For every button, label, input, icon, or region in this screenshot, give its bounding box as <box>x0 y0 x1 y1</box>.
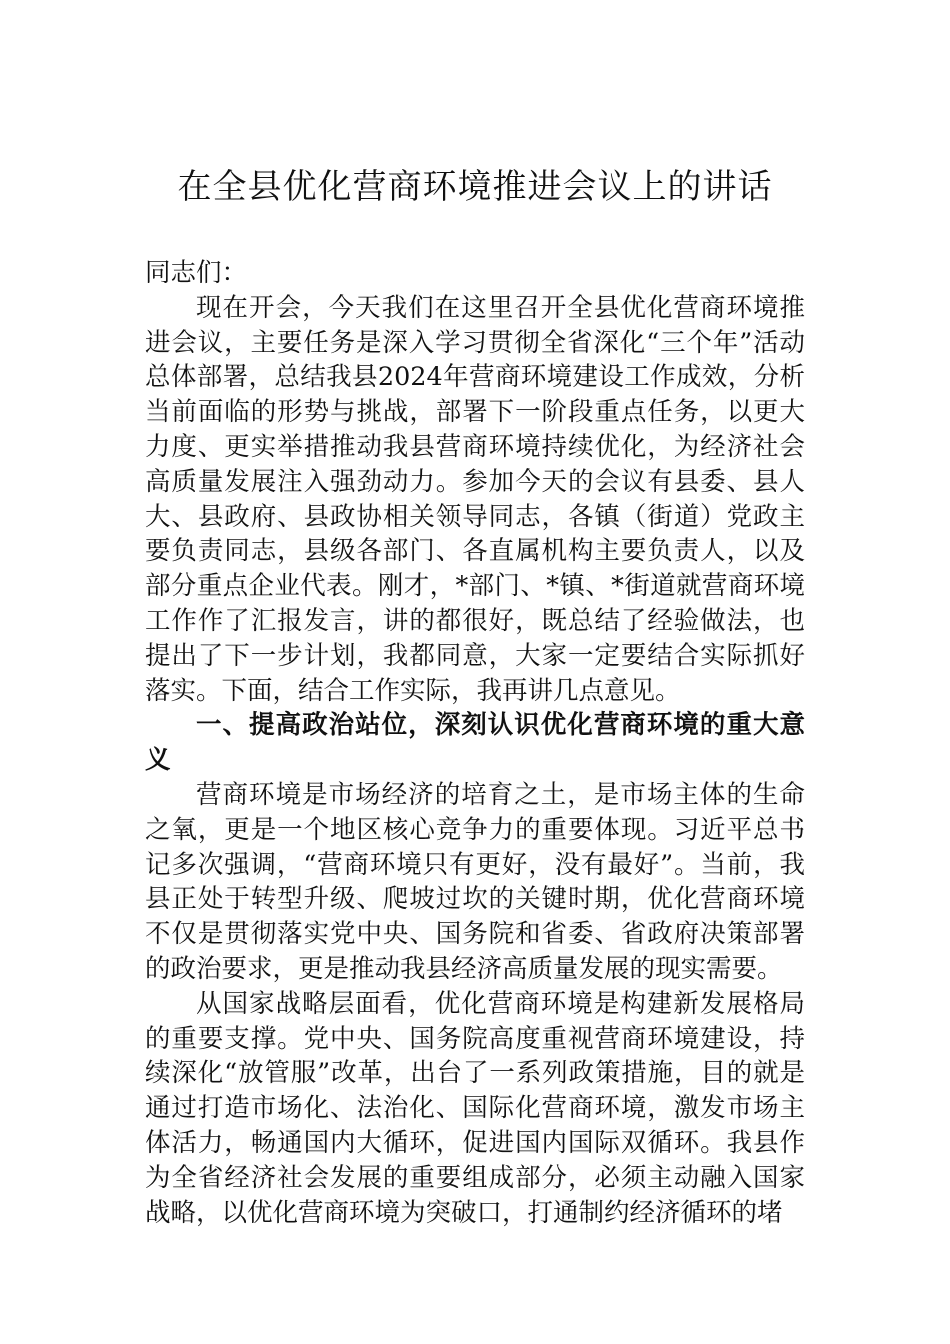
section-paragraph: 从国家战略层面看，优化营商环境是构建新发展格局的重要支撑。党中央、国务院高度重视营商环境建设，持续深化“放管服”改革，出台了一系列政策措施，目的就是通过打造市场化、法治化、国际化营商环境，激发市场主体活力，畅通国内大循环，促进国内国际双循环。我县作为全省经济社会发展的重要组成部分，必须主动融入国家战略，以优化营商环境为突破口，打通制约经济循环的堵 <box>145 988 805 1228</box>
document-title: 在全县优化营商环境推进会议上的讲话 <box>177 167 773 207</box>
section-paragraph: 营商环境是市场经济的培育之土，是市场主体的生命之氧，更是一个地区核心竞争力的重要体现。习近平总书记多次强调，“营商环境只有更好，没有最好”。当前，我县正处于转型升级、爬坡过坎的关键时期，优化营商环境不仅是贯彻落实党中央、国务院和省委、省政府决策部署的政治要求，更是推动我县经济高质量发展的现实需要。 <box>145 779 805 984</box>
section-heading: 一、提高政治站位，深刻认识优化营商环境的重大意义 <box>145 710 805 776</box>
document-body <box>145 256 805 1230</box>
salutation: 同志们： <box>145 258 248 288</box>
opening-paragraph: 现在开会，今天我们在这里召开全县优化营商环境推进会议，主要任务是深入学习贯彻全省深化“三个年”活动总体部署，总结我县2024年营商环境建设工作成效，分析当前面临的形势与挑战，部署下一阶段重点任务，以更大力度、更实举措推动我县营商环境持续优化，为经济社会高质量发展注入强劲动力。参加今天的会议有县委、县人大、县政府、县政协相关领导同志，各镇（街道）党政主要负责同志，县级各部门、各直属机构主要负责人，以及部分重点企业代表。刚才，*部门、*镇、*街道就营商环境工作作了汇报发言，讲的都很好，既总结了经验做法，也提出了下一步计划，我都同意，大家一定要结合实际抓好落实。下面，结合工作实际，我再讲几点意见。 <box>145 292 805 706</box>
